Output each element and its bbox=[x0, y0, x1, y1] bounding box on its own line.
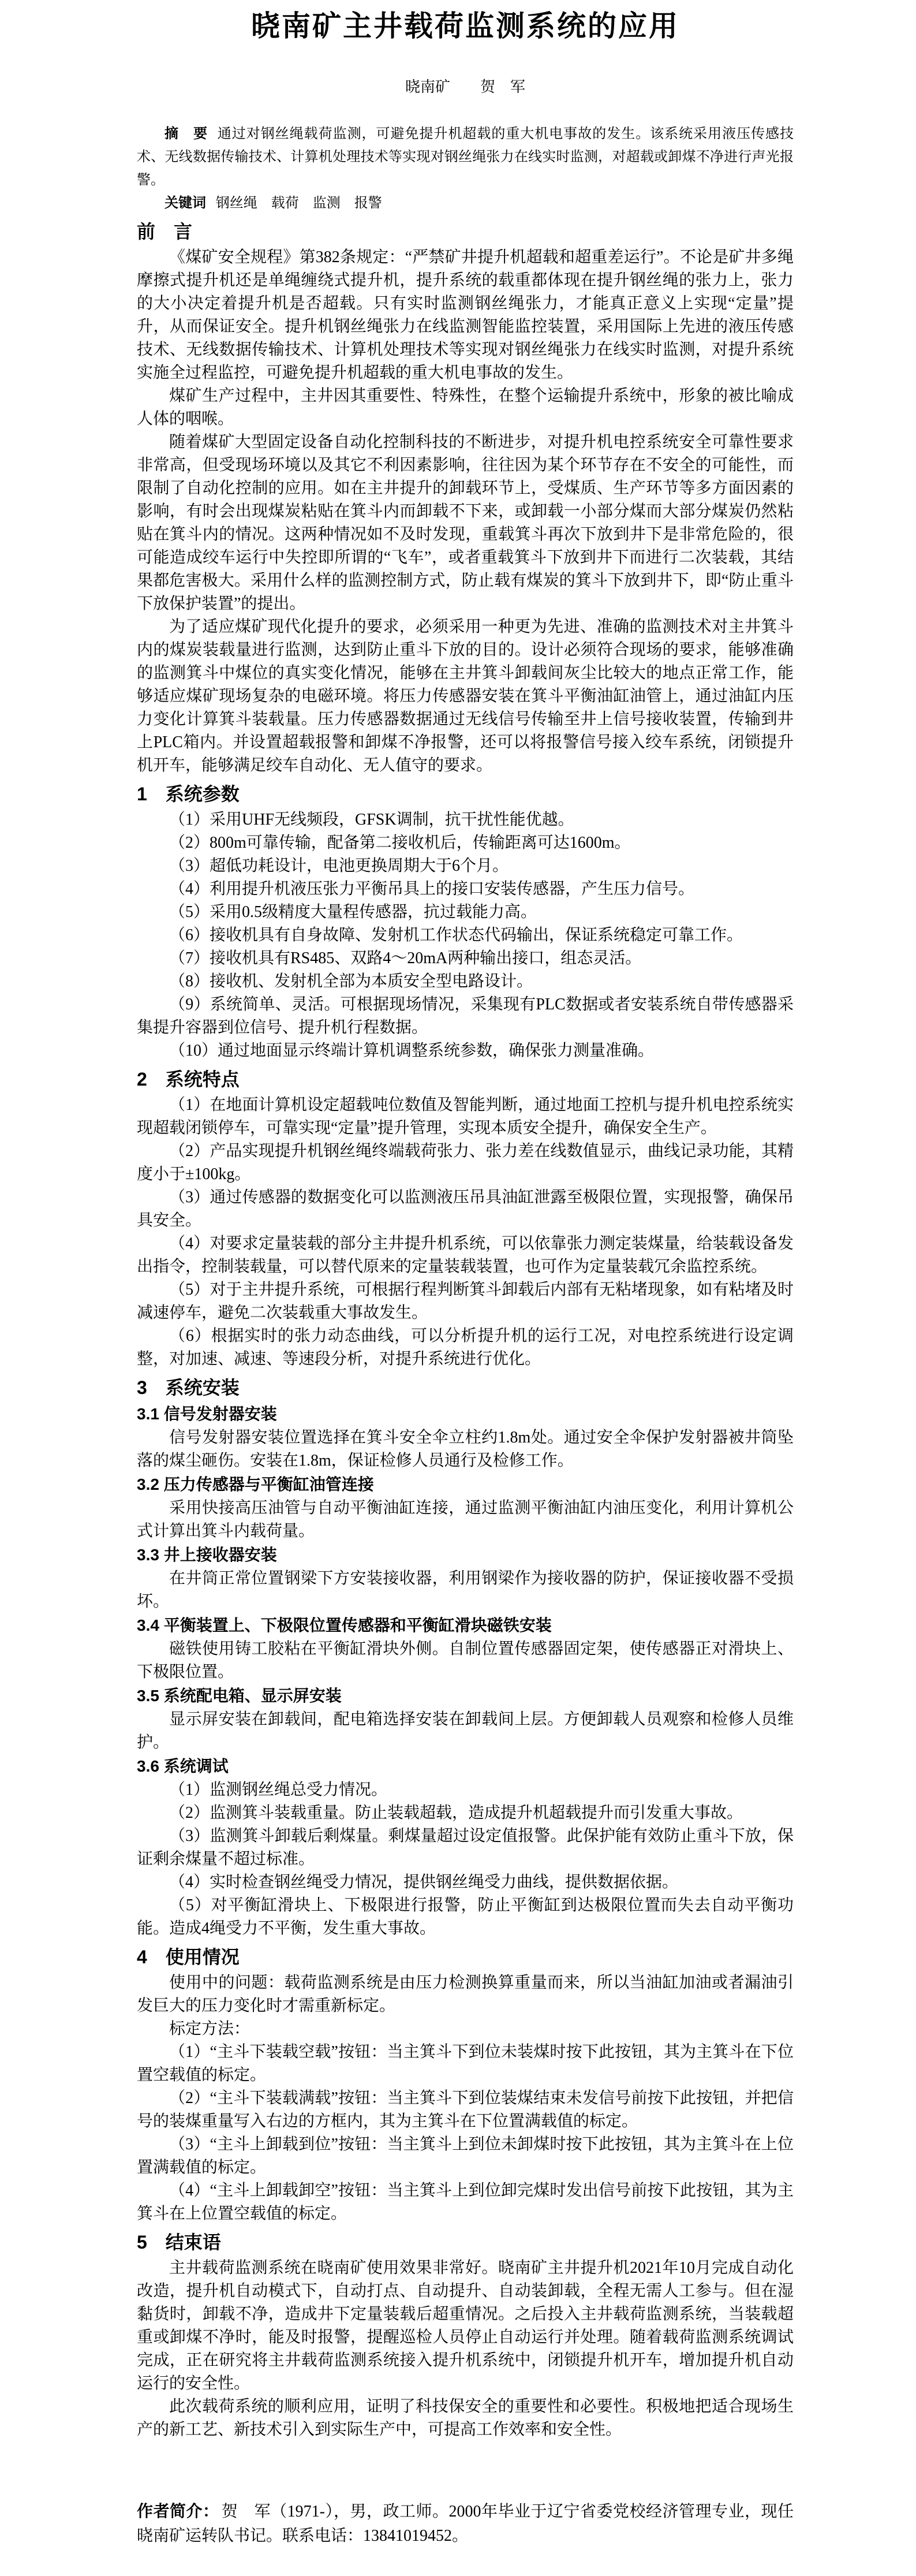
list-item: （6）根据实时的张力动态曲线，可以分析提升机的运行工况，对电控系统进行设定调整，对加速、减速、等速段分析，对提升系统进行优化。 bbox=[137, 1327, 794, 1368]
document-title: 晓南矿主井载荷监测系统的应用 bbox=[251, 10, 679, 42]
conclusion-paragraph-1: 主井载荷监测系统在晓南矿使用效果非常好。晓南矿主井提升机2021年10月完成自动化改造，提升机自动模式下，自动打点、自动提升、自动装卸载，全程无需人工参与。但在湿黏货时，卸载不净，造成井下定量装载后超重情况。之后投入主井载荷监测系统，当装载超重或卸煤不净时，能及时报警，提醒巡检人员停止自动运行并处理。随着载荷监测系统调试完成，正在研究将主井载荷监测系统接入提升机系统中，闭锁提升机开车，增加提升机自动运行的安全性。 bbox=[137, 2259, 794, 2392]
conclusion-paragraph-2: 此次载荷系统的顺利应用，证明了科技保安全的重要性和必要性。积极地把适合现场生产的新工艺、新技术引入到实际生产中，可提高工作效率和安全性。 bbox=[137, 2398, 794, 2439]
author-bio-text: 贺 军（1971-），男，政工师。2000年毕业于辽宁省委党校经济管理专业，现任晓南矿运转队书记。联系电话：13841019452。 bbox=[137, 2503, 794, 2545]
list-item: （2）产品实现提升机钢丝绳终端载荷张力、张力差在线数值显示，曲线记录功能，其精度小于±100kg。 bbox=[137, 1142, 794, 1183]
section-heading-1: 1 系统参数 bbox=[137, 784, 240, 804]
list-item: （9）系统简单、灵活。可根据现场情况，采集现有PLC数据或者安装系统自带传感器采集提升容器到位信号、提升机行程数据。 bbox=[137, 996, 794, 1037]
list-item: （4）对要求定量装载的部分主井提升机系统，可以依靠张力测定装煤量，给装载设备发出指令，控制装载量，可以替代原来的定量装载装置，也可作为定量装载冗余监控系统。 bbox=[137, 1235, 794, 1276]
foreword-paragraph-2: 煤矿生产过程中，主井因其重要性、特殊性，在整个运输提升系统中，形象的被比喻成人体的咽喉。 bbox=[137, 387, 794, 428]
list-item: （5）采用0.5级精度大量程传感器，抗过载能力高。 bbox=[169, 903, 537, 921]
subsection-heading-3-1: 3.1 信号发射器安装 bbox=[137, 1405, 277, 1423]
abstract-text: 通过对钢丝绳载荷监测，可避免提升机超载的重大机电事故的发生。该系统采用液压传感技术、无线数据传输技术、计算机处理技术等实现对钢丝绳张力在线实时监测，对超载或卸煤不净进行声光报警。 bbox=[137, 126, 794, 188]
author-byline: 晓南矿 贺 军 bbox=[405, 79, 525, 95]
list-item: （4）实时检查钢丝绳受力情况，提供钢丝绳受力曲线，提供数据依据。 bbox=[169, 1873, 679, 1891]
list-item: （1）在地面计算机设定超载吨位数值及智能判断，通过地面工控机与提升机电控系统实现超载闭锁停车，可靠实现“定量”提升管理，实现本质安全提升，确保安全生产。 bbox=[137, 1096, 794, 1137]
abstract-label: 摘 要 bbox=[164, 126, 208, 141]
usage-problem-paragraph: 使用中的问题：载荷监测系统是由压力检测换算重量而来，所以当油缸加油或者漏油引发巨大的压力变化时才需重新标定。 bbox=[137, 1974, 794, 2015]
calibration-method-label: 标定方法： bbox=[169, 2020, 251, 2038]
subsection-heading-3-2: 3.2 压力传感器与平衡缸油管连接 bbox=[137, 1475, 374, 1493]
subsection-paragraph: 显示屏安装在卸载间，配电箱选择安装在卸载间上层。方便卸载人员观察和检修人员维护。 bbox=[137, 1710, 794, 1751]
list-item: （8）接收机、发射机全部为本质安全型电路设计。 bbox=[169, 972, 533, 990]
section-heading-4: 4 使用情况 bbox=[137, 1947, 240, 1967]
list-item: （2）800m可靠传输，配备第二接收机后，传输距离可达1600m。 bbox=[169, 834, 631, 852]
subsection-paragraph: 信号发射器安装位置选择在箕斗安全伞立柱约1.8m处。通过安全伞保护发射器被井筒坠落的煤尘砸伤。安装在1.8m，保证检修人员通行及检修工作。 bbox=[137, 1429, 794, 1470]
list-item: （3）超低功耗设计，电池更换周期大于6个月。 bbox=[169, 857, 509, 875]
list-item: （1）监测钢丝绳总受力情况。 bbox=[169, 1781, 388, 1799]
section-heading-3: 3 系统安装 bbox=[137, 1377, 240, 1398]
section-heading-foreword: 前 言 bbox=[137, 221, 193, 242]
list-item: （3）通过传感器的数据变化可以监测液压吊具油缸泄露至极限位置，实现报警，确保吊具安全。 bbox=[137, 1188, 794, 1229]
list-item: （1）“主斗下装载空载”按钮：当主箕斗下到位未装煤时按下此按钮，其为主箕斗在下位置空载值的标定。 bbox=[137, 2043, 794, 2084]
subsection-paragraph: 在井筒正常位置钢梁下方安装接收器，利用钢梁作为接收器的防护，保证接收器不受损坏。 bbox=[137, 1570, 794, 1611]
subsection-paragraph: 采用快接高压油管与自动平衡油缸连接，通过监测平衡油缸内油压变化，利用计算机公式计算出箕斗内载荷量。 bbox=[137, 1499, 794, 1540]
list-item: （10）通过地面显示终端计算机调整系统参数，确保张力测量准确。 bbox=[169, 1042, 655, 1060]
keywords-label: 关键词 bbox=[164, 195, 206, 211]
list-item: （5）对平衡缸滑块上、下极限进行报警，防止平衡缸到达极限位置而失去自动平衡功能。造成4绳受力不平衡，发生重大事故。 bbox=[137, 1896, 794, 1937]
section-heading-5: 5 结束语 bbox=[137, 2232, 221, 2253]
subsection-heading-3-5: 3.5 系统配电箱、显示屏安装 bbox=[137, 1687, 342, 1705]
list-item: （2）监测箕斗装载重量。防止装载超载，造成提升机超载提升而引发重大事故。 bbox=[169, 1804, 743, 1822]
section-heading-2: 2 系统特点 bbox=[137, 1069, 240, 1090]
author-bio-label: 作者简介： bbox=[137, 2502, 219, 2520]
subsection-heading-3-4: 3.4 平衡装置上、下极限位置传感器和平衡缸滑块磁铁安装 bbox=[137, 1616, 552, 1634]
subsection-heading-3-6: 3.6 系统调试 bbox=[137, 1757, 229, 1775]
list-item: （7）接收机具有RS485、双路4～20mA两种输出接口，组态灵活。 bbox=[169, 949, 642, 967]
list-item: （6）接收机具有自身故障、发射机工作状态代码输出，保证系统稳定可靠工作。 bbox=[169, 926, 743, 944]
foreword-paragraph-4: 为了适应煤矿现代化提升的要求，必须采用一种更为先进、准确的监测技术对主井箕斗内的煤炭装载量进行监测，达到防止重斗下放的目的。设计必须符合现场的要求，能够准确的监测箕斗中煤位的真实变化情况，能够在主井箕斗卸载间灰尘比较大的地点正常工作，能够适应煤矿现场复杂的电磁环境。将压力传感器安装在箕斗平衡油缸油管上，通过油缸内压力变化计算箕斗装载量。压力传感器数据通过无线信号传输至井上信号接收装置，传输到井上PLC箱内。并设置超载报警和卸煤不净报警，还可以将报警信号接入绞车系统，闭锁提升机开车，能够满足绞车自动化、无人值守的要求。 bbox=[137, 618, 794, 774]
subsection-paragraph: 磁铁使用铸工胶粘在平衡缸滑块外侧。自制位置传感器固定架，使传感器正对滑块上、下极限位置。 bbox=[137, 1640, 794, 1681]
list-item: （4）“主斗上卸载卸空”按钮：当主箕斗上到位卸完煤时发出信号前按下此按钮，其为主箕斗在上位置空载值的标定。 bbox=[137, 2182, 794, 2223]
list-item: （3）监测箕斗卸载后剩煤量。剩煤量超过设定值报警。此保护能有效防止重斗下放，保证剩余煤量不超过标准。 bbox=[137, 1827, 794, 1868]
foreword-paragraph-3: 随着煤矿大型固定设备自动化控制科技的不断进步，对提升机电控系统安全可靠性要求非常高，但受现场环境以及其它不利因素影响，往往因为某个环节存在不安全的可能性，而限制了自动化控制的应用。如在主井提升的卸载环节上，受煤质、生产环节等多方面因素的影响，有时会出现煤炭粘贴在箕斗内而卸载不下来，或卸载一小部分煤而大部分煤炭仍然粘贴在箕斗内的情况。这两种情况如不及时发现，重载箕斗再次下放到井下是非常危险的，很可能造成绞车运行中失控即所谓的“飞车”，或者重载箕斗下放到井下而进行二次装载，其结果都危害极大。采用什么样的监测控制方式，防止载有煤炭的箕斗下放到井下，即“防止重斗下放保护装置”的提出。 bbox=[137, 433, 794, 613]
foreword-paragraph-1: 《煤矿安全规程》第382条规定：“严禁矿井提升机超载和超重差运行”。不论是矿井多绳摩擦式提升机还是单绳缠绕式提升机，提升系统的载重都体现在提升钢丝绳的张力上，张力的大小决定着提升机是否超载。只有实时监测钢丝绳张力，才能真正意义上实现“定量”提升，从而保证安全。提升机钢丝绳张力在线监测智能监控装置，采用国际上先进的液压传感技术、无线数据传输技术、计算机处理技术等实现对钢丝绳张力在线实时监测，对提升系统实施全过程监控，可避免提升机超载的重大机电事故的发生。 bbox=[137, 248, 794, 382]
list-item: （2）“主斗下装载满载”按钮：当主箕斗下到位装煤结束未发信号前按下此按钮，并把信号的装煤重量写入右边的方框内，其为主箕斗在下位置满载值的标定。 bbox=[137, 2089, 794, 2130]
keywords-line bbox=[137, 192, 794, 215]
author-bio bbox=[137, 2499, 794, 2548]
keywords-text: 钢丝绳 载荷 监测 报警 bbox=[215, 196, 382, 211]
list-item: （5）对于主井提升系统，可根据行程判断箕斗卸载后内部有无粘堵现象，如有粘堵及时减速停车，避免二次装载重大事故发生。 bbox=[137, 1281, 794, 1322]
list-item: （3）“主斗上卸载到位”按钮：当主箕斗上到位未卸煤时按下此按钮，其为主箕斗在上位置满载值的标定。 bbox=[137, 2135, 794, 2176]
subsection-heading-3-3: 3.3 井上接收器安装 bbox=[137, 1546, 277, 1564]
list-item: （1）采用UHF无线频段，GFSK调制，抗干扰性能优越。 bbox=[169, 811, 574, 829]
abstract-paragraph bbox=[137, 122, 794, 192]
list-item: （4）利用提升机液压张力平衡吊具上的接口安装传感器，产生压力信号。 bbox=[169, 880, 695, 898]
